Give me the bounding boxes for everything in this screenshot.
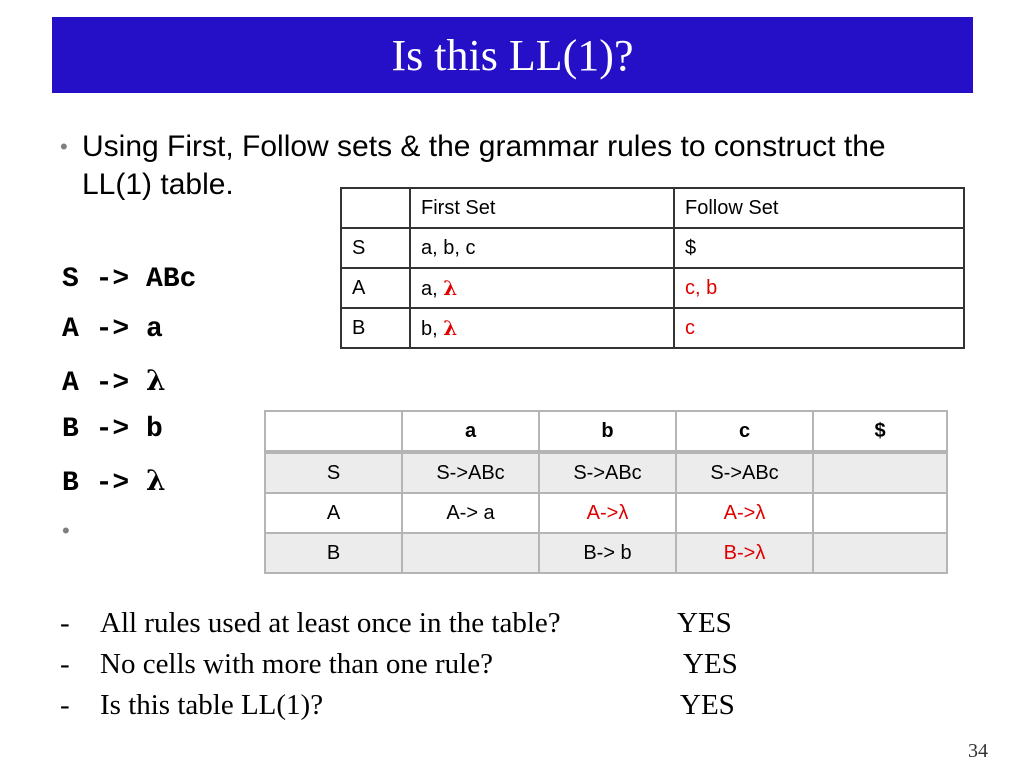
rule-rhs: λ: [146, 464, 166, 497]
header-cell: b: [539, 411, 676, 452]
rule-cell: [402, 533, 539, 573]
table-row: [341, 268, 964, 308]
check-question: All rules used at least once in the table?: [100, 607, 561, 639]
header-cell: [341, 188, 410, 228]
nonterminal-cell: A: [341, 268, 410, 308]
empty-bullet-icon: •: [62, 518, 70, 543]
intro-text: Using First, Follow sets & the grammar rules to construct the LL(1) table.: [82, 130, 886, 201]
rule-lhs: S: [62, 264, 79, 295]
follow-set-cell: [674, 268, 964, 308]
rule-lhs: A: [62, 314, 79, 345]
table-row: [341, 228, 964, 268]
rule-cell: [813, 493, 947, 533]
table-header-row: [265, 411, 947, 452]
first-set-cell: [410, 268, 674, 308]
rule-arrow: ->: [95, 368, 130, 399]
nonterminal-cell: S: [265, 452, 402, 493]
rule-arrow: ->: [95, 264, 130, 295]
nonterminal-cell: B: [341, 308, 410, 348]
dash-marker: -: [60, 607, 70, 639]
rule-cell: [813, 533, 947, 573]
nonterminal-cell: A: [265, 493, 402, 533]
rule-cell: B->λ: [676, 533, 813, 573]
follow-set-cell: [674, 308, 964, 348]
first-set-value: a, b, c: [421, 236, 476, 259]
check-answer: YES: [683, 648, 738, 680]
follow-set-value: c: [685, 316, 695, 339]
rule-lhs: B: [62, 468, 79, 499]
rule-lhs: A: [62, 368, 79, 399]
rule-arrow: ->: [95, 468, 130, 499]
table-header-row: [341, 188, 964, 228]
bullet-icon: •: [60, 134, 68, 159]
rule-cell: A-> a: [402, 493, 539, 533]
header-cell: [265, 411, 402, 452]
lambda-symbol: λ: [443, 315, 458, 340]
rule-cell: S->ABc: [676, 452, 813, 493]
first-set-cell: [410, 308, 674, 348]
check-answer: YES: [677, 607, 732, 639]
rule-cell: S->ABc: [539, 452, 676, 493]
check-question: No cells with more than one rule?: [100, 648, 493, 680]
rule-rhs: a: [146, 314, 163, 345]
check-answer: YES: [680, 689, 735, 721]
rule-cell: A->λ: [539, 493, 676, 533]
grammar-rule: [62, 464, 166, 499]
check-question: Is this table LL(1)?: [100, 689, 324, 721]
header-cell: Follow Set: [674, 188, 964, 228]
table-row: [265, 493, 947, 533]
rule-lhs: B: [62, 414, 79, 445]
grammar-rule: [62, 264, 196, 295]
rule-rhs: b: [146, 414, 163, 445]
table-row: [265, 452, 947, 493]
header-cell: First Set: [410, 188, 674, 228]
follow-set-value: c, b: [685, 276, 718, 299]
dash-marker: -: [60, 648, 70, 680]
nonterminal-cell: S: [341, 228, 410, 268]
rule-cell: B-> b: [539, 533, 676, 573]
first-set-value: a,: [421, 277, 444, 300]
rule-cell: A->λ: [676, 493, 813, 533]
rule-arrow: ->: [95, 414, 130, 445]
table-row: [265, 533, 947, 573]
follow-set-cell: [674, 228, 964, 268]
title-bar: [52, 17, 973, 93]
rule-cell: S->ABc: [402, 452, 539, 493]
rule-rhs: ABc: [146, 264, 197, 295]
grammar-rule: [62, 414, 163, 445]
first-set-value: b,: [421, 317, 444, 340]
header-cell: a: [402, 411, 539, 452]
table-row: [341, 308, 964, 348]
follow-set-value: $: [685, 236, 697, 259]
header-cell: $: [813, 411, 947, 452]
slide-title: Is this LL(1)?: [391, 30, 634, 80]
first-follow-table: [340, 187, 965, 349]
rule-rhs: λ: [146, 364, 166, 397]
page-number: 34: [968, 740, 988, 762]
grammar-rule: [62, 314, 163, 345]
rule-arrow: ->: [95, 314, 130, 345]
dash-marker: -: [60, 689, 70, 721]
grammar-rule: [62, 364, 166, 399]
lambda-symbol: λ: [443, 275, 458, 300]
rule-cell: [813, 452, 947, 493]
header-cell: c: [676, 411, 813, 452]
first-set-cell: [410, 228, 674, 268]
ll1-parse-table: [264, 410, 948, 574]
nonterminal-cell: B: [265, 533, 402, 573]
